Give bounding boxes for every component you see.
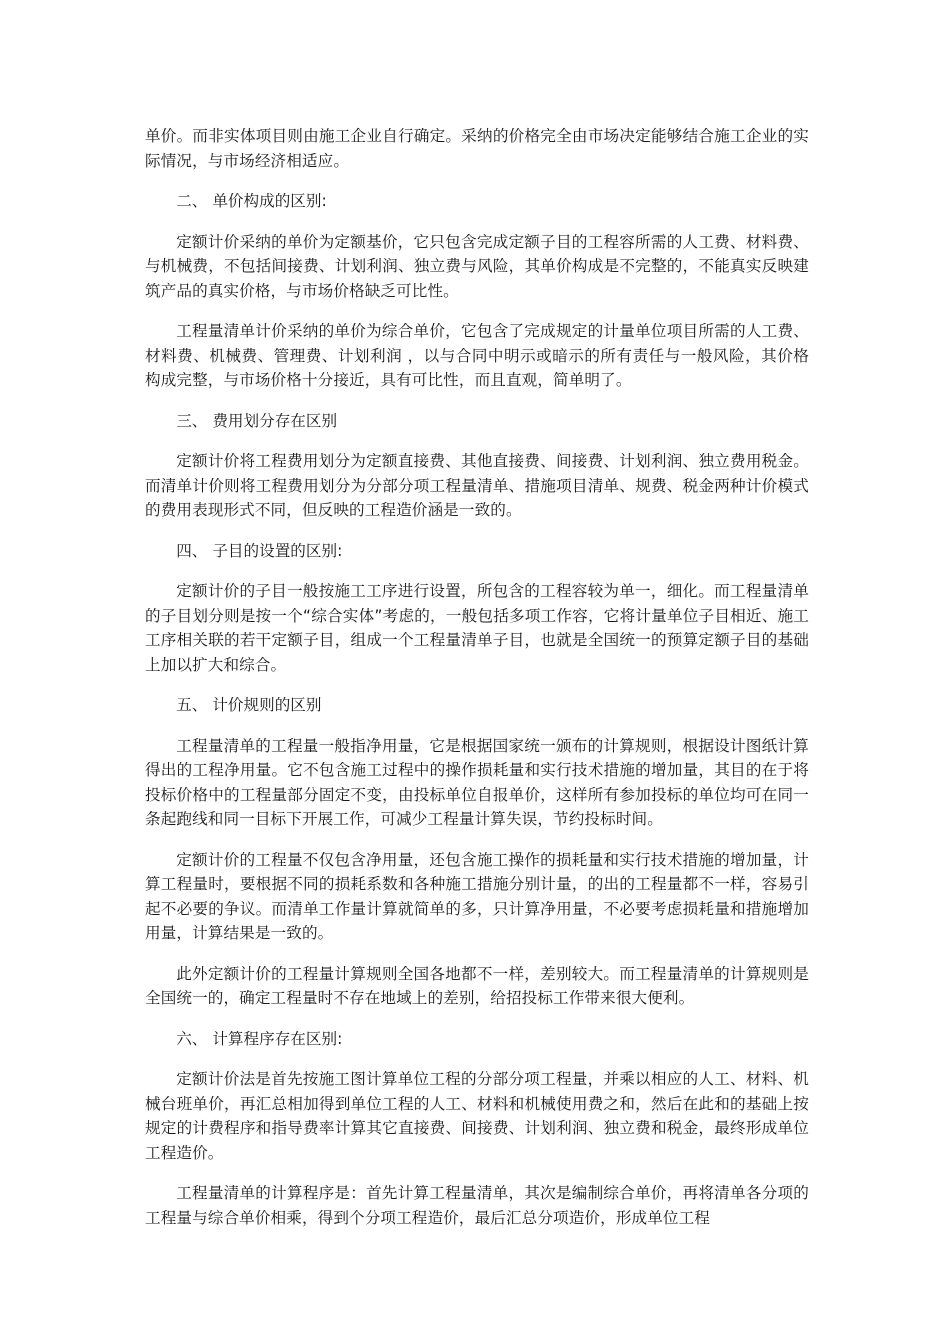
document-body: [145, 124, 809, 1246]
paragraph: 工程量清单计价采纳的单价为综合单价，它包含了完成规定的计量单位项目所需的人工费、材料费、机械费、管理费、计划利润 ，以与合同中明示或暗示的所有责任与一般风险，其价格构成完整，与市场价格十分接近，具有可比性，而且直观，简单明了。: [145, 322, 809, 389]
paragraph: 定额计价将工程费用划分为定额直接费、其他直接费、间接费、计划利润、独立费用税金。而清单计价则将工程费用划分为分部分项工程量清单、措施项目清单、规费、税金两种计价模式的费用表现形式不同，但反映的工程造价涵是一致的。: [145, 452, 809, 519]
paragraph: 定额计价采纳的单价为定额基价，它只包含完成定额子目的工程容所需的人工费、材料费、与机械费，不包括间接费、计划利润、独立费与风险，其单价构成是不完整的，不能真实反映建筑产品的真实价格，与市场价格缺乏可比性。: [145, 232, 809, 300]
paragraph: 定额计价的子目一般按施工工序进行设置，所包含的工程容较为单一，细化。而工程量清单的子目划分则是按一个“综合实体”考虑的，一般包括多项工作容，它将计量单位子目相近、施工工序相关联的若干定额子目，组成一个工程量清单子目，也就是全国统一的预算定额子目的基础上加以扩大和综合。: [145, 582, 809, 674]
paragraph: 此外定额计价的工程量计算规则全国各地都不一样，差别较大。而工程量清单的计算规则是全国统一的，确定工程量时不存在地域上的差别，给招投标工作带来很大便利。: [145, 964, 809, 1007]
paragraph: 工程量清单的计算程序是：首先计算工程量清单，其次是编制综合单价，再将清单各分项的工程量与综合单价相乘，得到个分项工程造价，最后汇总分项造价，形成单位工程: [145, 1184, 809, 1227]
paragraph: 工程量清单的工程量一般指净用量，它是根据国家统一颁布的计算规则，根据设计图纸计算得出的工程净用量。它不包含施工过程中的操作损耗量和实行技术措施的增加量，其目的在于将投标价格中的工程量部分固定不变，由投标单位自报单价，这样所有参加投标的单位均可在同一条起跑线和同一目标下开展工作，可减少工程量计算失误，节约投标时间。: [145, 736, 809, 828]
section-heading-item-setup: 四、 子目的设置的区别:: [176, 541, 343, 560]
section-heading-unit-price: 二、 单价构成的区别:: [176, 192, 327, 210]
section-heading-calculation-procedure: 六、 计算程序存在区别:: [176, 1029, 343, 1048]
paragraph: 定额计价的工程量不仅包含净用量，还包含施工操作的损耗量和实行技术措施的增加量，计算工程量时，要根据不同的损耗系数和各种施工措施分别计量，的出的工程量都不一样，容易引起不必要的争议。而清单工作量计算就简单的多，只计算净用量，不必要考虑损耗量和措施增加用量，计算结果是一致的。: [145, 850, 809, 942]
paragraph: 定额计价法是首先按施工图计算单位工程的分部分项工程量，并乘以相应的人工、材料、机械台班单价，再汇总相加得到单位工程的人工、材料和机械使用费之和，然后在此和的基础上按规定的计费程序和指导费率计算其它直接费、间接费、计划利润、独立费和税金，最终形成单位工程造价。: [145, 1070, 809, 1162]
paragraph-intro: 单价。而非实体项目则由施工企业自行确定。采纳的价格完全由市场决定能够结合施工企业的实际情况，与市场经济相适应。: [145, 127, 809, 170]
section-heading-pricing-rules: 五、 计价规则的区别: [176, 696, 322, 714]
section-heading-cost-division: 三、 费用划分存在区别: [176, 411, 338, 430]
